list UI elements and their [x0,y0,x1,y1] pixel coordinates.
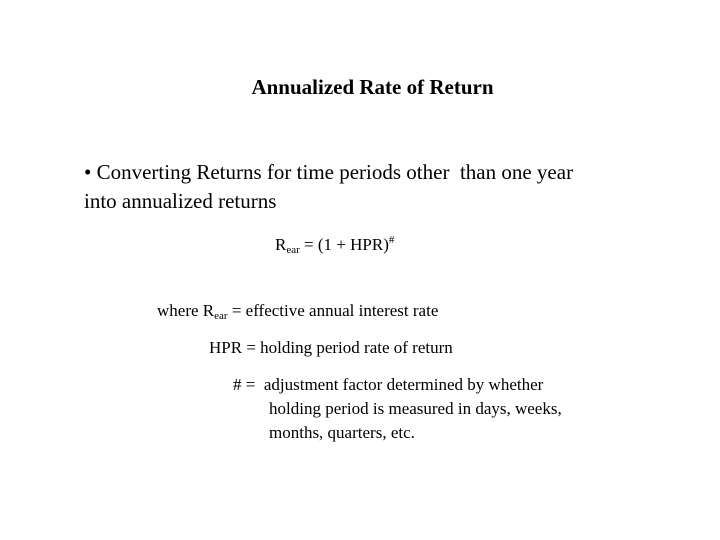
definition-hash [233,373,673,445]
definition-rear [157,300,438,327]
definition-hash-line-2: holding period is measured in days, weeks, [269,399,562,418]
definition-rear-text: = effective annual interest rate [227,301,439,320]
bullet-line-1: • Converting Returns for time periods other than one year [84,160,574,184]
formula-subscript: ear [286,244,300,256]
definition-hash-line-3: months, quarters, etc. [269,423,415,442]
slide-title: Annualized Rate of Return [251,75,494,99]
formula-symbol: R [275,235,287,254]
annualized-return-formula [275,229,394,261]
bullet-point [84,158,684,216]
formula-exponent: # [388,234,395,246]
definition-rear-prefix: where R [157,301,215,320]
definition-hash-line-1: # = adjustment factor determined by whether [233,375,544,394]
definition-rear-subscript: ear [214,310,228,322]
definition-hpr: HPR = holding period rate of return [209,338,453,357]
formula-rhs: = (1 + HPR) [299,235,389,254]
bullet-line-2: into annualized returns [84,189,277,213]
